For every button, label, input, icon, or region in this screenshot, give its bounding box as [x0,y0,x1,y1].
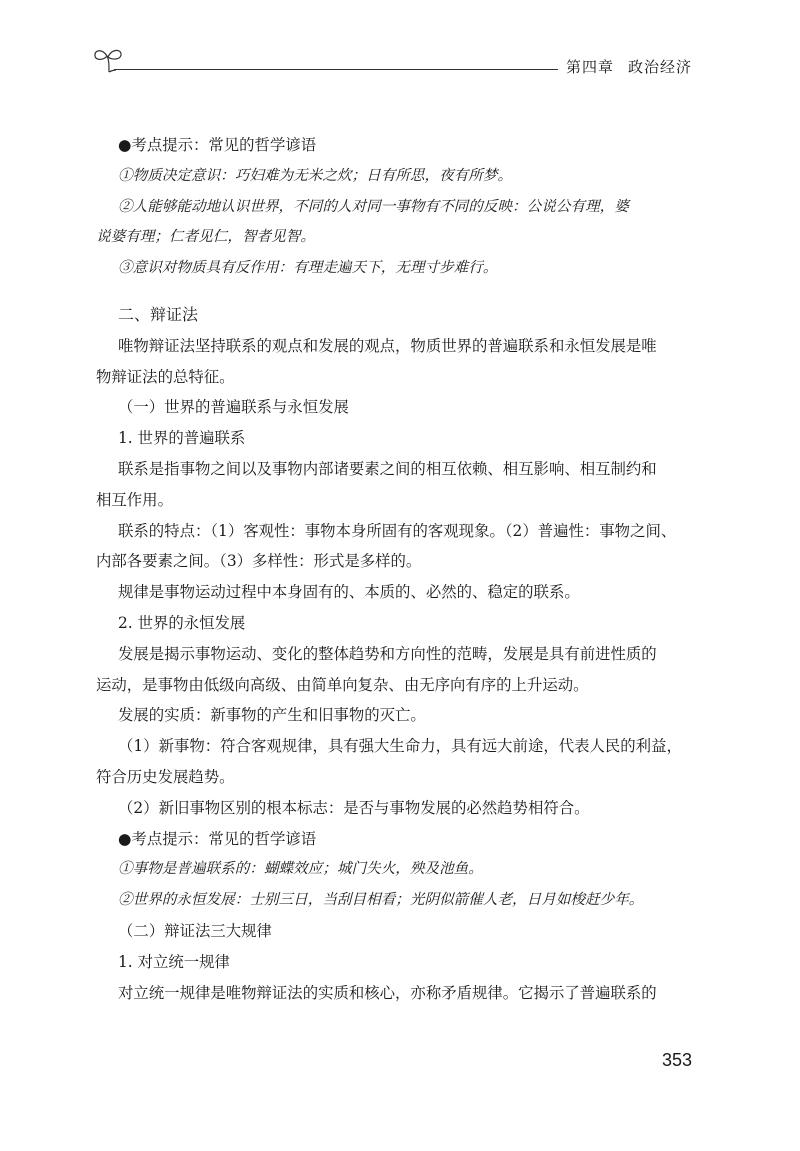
proverb-line: ①事物是普遍联系的：蝴蝶效应；城门失火，殃及池鱼。 [118,860,483,878]
subsection-item-title: 1. 对立统一规律 [118,952,230,971]
subsection-item-title: 2. 世界的永恒发展 [118,613,246,632]
paragraph-line: （2）新旧事物区别的根本标志：是否与事物发展的必然趋势相符合。 [118,798,590,817]
paragraph-line: 发展是揭示事物运动、变化的整体趋势和方向性的范畴，发展是具有前进性质的 [118,644,657,663]
proverb-line: ③意识对物质具有反作用：有理走遍天下，无理寸步难行。 [118,259,498,277]
paragraph-line-continued: 物辩证法的总特征。 [96,367,235,386]
paragraph-line-continued: 运动，是事物由低级向高级、由简单向复杂、由无序向有序的上升运动。 [96,675,589,694]
chapter-label [566,56,692,77]
proverb-line: ②人能够能动地认识世界，不同的人对同一事物有不同的反映：公说公有理，婆 [118,197,629,215]
tip-heading: ●考点提示：常见的哲学谚语 [118,829,317,848]
paragraph-line: 对立统一规律是唯物辩证法的实质和核心，亦称矛盾规律。它揭示了普遍联系的 [118,983,657,1002]
paragraph-line-continued: 相互作用。 [96,490,173,509]
running-header [92,44,692,84]
paragraph-line-continued: 内部各要素之间。（3）多样性：形式是多样的。 [96,552,422,571]
header-rule [114,69,558,70]
proverb-line: ②世界的永恒发展：士别三日，当刮目相看；光阴似箭催人老，日月如梭赶少年。 [118,891,644,909]
paragraph-line: 联系的特点：（1）客观性：事物本身所固有的客观现象。（2）普遍性：事物之间、 [118,521,677,540]
proverb-line: ①物质决定意识：巧妇难为无米之炊；日有所思，夜有所梦。 [118,166,513,184]
paragraph-line: 规律是事物运动过程中本身固有的、本质的、必然的、稳定的联系。 [118,583,580,602]
subsection-title: （一）世界的普遍联系与永恒发展 [118,398,349,417]
paragraph-line-continued: 符合历史发展趋势。 [96,767,235,786]
chapter-title: 政治经济 [627,58,692,76]
chapter-number: 第四章 [565,58,614,76]
paragraph-line: 唯物辩证法坚持联系的观点和发展的观点，物质世界的普遍联系和永恒发展是唯 [118,336,657,355]
page-body [96,130,694,1008]
page-number: 353 [661,1050,692,1070]
section-title: 二、辩证法 [118,304,199,324]
paragraph-line: 联系是指事物之间以及事物内部诸要素之间的相互依赖、相互影响、相互制约和 [118,459,657,478]
proverb-line-continued: 说婆有理；仁者见仁，智者见智。 [96,228,315,246]
subsection-title: （二）辩证法三大规律 [118,921,272,940]
paragraph-line: 发展的实质：新事物的产生和旧事物的灭亡。 [118,706,426,725]
tip-heading: ●考点提示：常见的哲学谚语 [118,136,317,154]
subsection-item-title: 1. 世界的普遍联系 [118,429,246,448]
paragraph-line: （1）新事物：符合客观规律，具有强大生命力，具有远大前途，代表人民的利益， [118,737,682,756]
